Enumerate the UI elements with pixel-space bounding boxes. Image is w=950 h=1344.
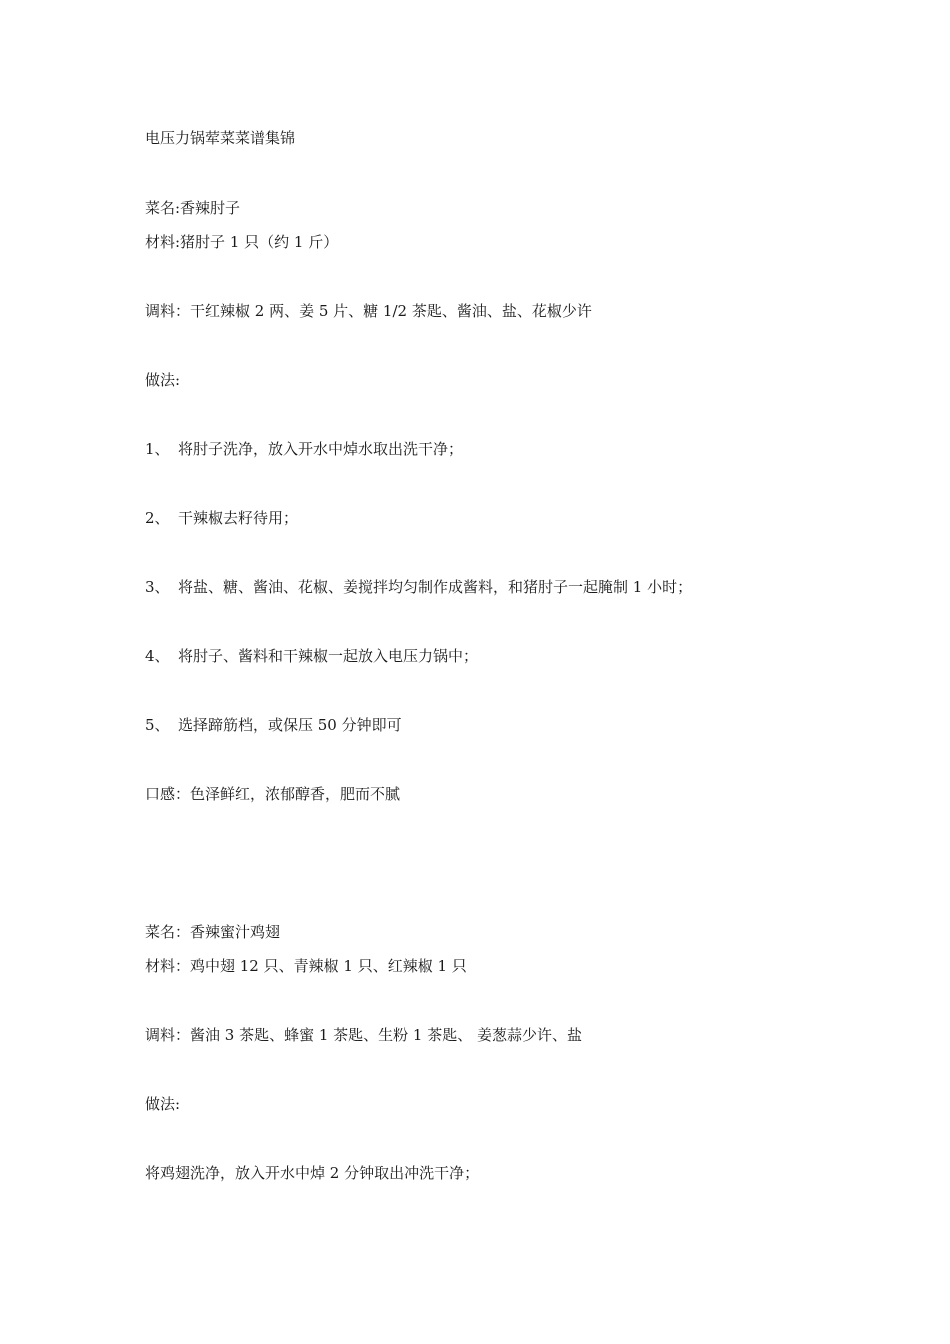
recipe-1-step <box>145 646 478 666</box>
recipe-1-taste: 口感：色泽鲜红，浓郁醇香，肥而不腻 <box>145 785 401 803</box>
step-number: 2、 <box>145 509 170 527</box>
recipe-2-method-label: 做法: <box>145 1095 181 1113</box>
recipe-1-step <box>145 577 692 597</box>
document-title: 电压力锅荤菜菜谱集锦 <box>145 129 296 147</box>
step-text: 将肘子洗净，放入开水中焯水取出洗干净； <box>178 440 464 458</box>
recipe-1-step <box>145 439 463 459</box>
recipe-1-method-label: 做法: <box>145 371 181 389</box>
step-text: 将肘子、酱料和干辣椒一起放入电压力锅中； <box>178 647 479 665</box>
step-text: 将盐、糖、酱油、花椒、姜搅拌均匀制作成酱料，和猪肘子一起腌制 1 小时； <box>178 578 693 596</box>
recipe-2-materials: 材料：鸡中翅 12 只、青辣椒 1 只、红辣椒 1 只 <box>145 957 467 975</box>
step-number: 4、 <box>145 647 170 665</box>
recipe-2-step-text: 将鸡翅洗净，放入开水中焯 2 分钟取出冲洗干净； <box>145 1164 480 1182</box>
recipe-2-name: 菜名：香辣蜜汁鸡翅 <box>145 923 281 941</box>
step-number: 1、 <box>145 440 170 458</box>
recipe-1-name: 菜名:香辣肘子 <box>145 199 241 217</box>
recipe-1-step <box>145 508 298 528</box>
recipe-1-materials: 材料:猪肘子 1 只（约 1 斤） <box>145 233 339 251</box>
step-number: 5、 <box>145 716 170 734</box>
step-text: 干辣椒去籽待用； <box>178 509 299 527</box>
recipe-1-step <box>145 715 402 735</box>
recipe-2-seasoning: 调料：酱油 3 茶匙、蜂蜜 1 茶匙、生粉 1 茶匙、 姜葱蒜少许、盐 <box>145 1026 583 1044</box>
recipe-1-seasoning: 调料：干红辣椒 2 两、姜 5 片、糖 1/2 茶匙、酱油、盐、花椒少许 <box>145 302 592 320</box>
step-text: 选择蹄筋档，或保压 50 分钟即可 <box>178 716 402 734</box>
step-number: 3、 <box>145 578 170 596</box>
